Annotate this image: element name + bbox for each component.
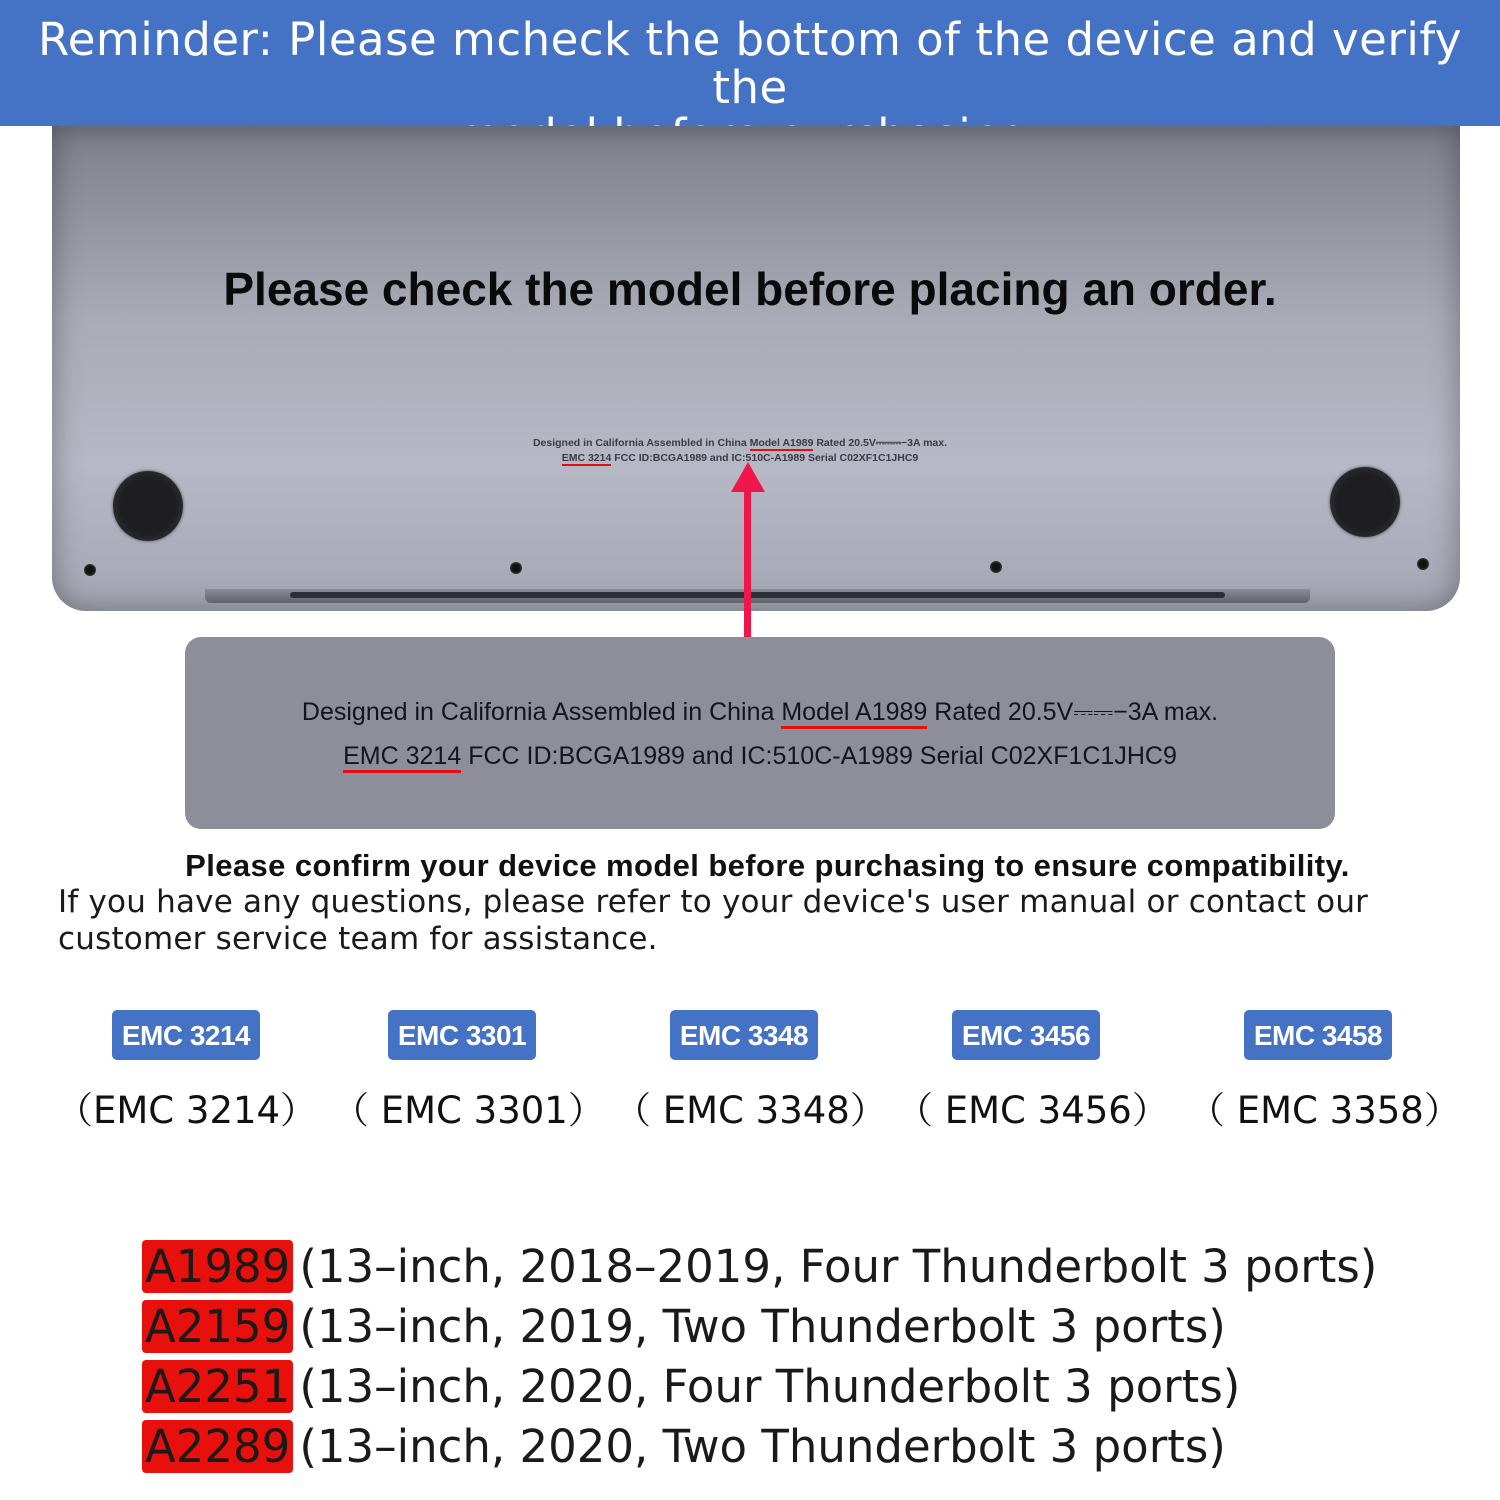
emc-item (614, 1010, 887, 1134)
assistance-note: If you have any questions, please refer to your device's user manual or contact our customer service team for assistance. (58, 884, 1369, 957)
model-row (142, 1300, 1226, 1353)
engraved-model: Model A1989 (749, 437, 814, 449)
model-row (142, 1420, 1226, 1473)
model-code: A2159 (142, 1300, 293, 1353)
emc-item (1188, 1010, 1461, 1134)
laptop-vent-slot (290, 592, 1225, 598)
screw-4 (1417, 558, 1429, 570)
emc-badge: EMC 3348 (670, 1010, 818, 1060)
emc-item (56, 1010, 316, 1134)
emc-item (896, 1010, 1169, 1134)
emc-paren-label: （ EMC 3456） (896, 1089, 1169, 1132)
pointer-arrow-shaft (744, 488, 751, 638)
zoomed-label-line-2 (185, 742, 1335, 771)
screw-2 (510, 562, 522, 574)
engraved-fcc: FCC ID:BCGA1989 and IC:510C-A1989 Serial C02XF1C1JHC9 (611, 452, 919, 464)
reminder-banner (0, 0, 1500, 126)
engraved-rating: Rated 20.5V⎓⎓⎓−3A max. (813, 437, 948, 449)
zoom-rating: Rated 20.5V⎓⎓−3A max. (927, 698, 1219, 726)
emc-badge: EMC 3456 (952, 1010, 1100, 1060)
emc-paren-label: （EMC 3214） (56, 1089, 318, 1132)
emc-paren-label: （ EMC 3358） (1188, 1089, 1461, 1132)
engraved-prefix: Designed in California Assembled in China (532, 437, 750, 449)
zoomed-label-box (185, 637, 1335, 829)
order-check-title: Please check the model before placing an order. (223, 263, 1277, 315)
model-description: (13–inch, 2020, Two Thunderbolt 3 ports) (299, 1420, 1226, 1473)
emc-badge: EMC 3301 (388, 1010, 536, 1060)
zoom-fcc: FCC ID:BCGA1989 and IC:510C-A1989 Serial C02XF1C1JHC9 (461, 742, 1177, 770)
engraved-emc: EMC 3214 (561, 452, 612, 464)
confirm-heading: Please confirm your device model before purchasing to ensure compatibility. (185, 848, 1350, 883)
engraved-line-1 (440, 436, 1040, 451)
zoom-model: Model A1989 (781, 698, 927, 729)
model-code: A2251 (142, 1360, 293, 1413)
model-description: (13–inch, 2020, Four Thunderbolt 3 ports) (299, 1360, 1241, 1413)
model-code: A2289 (142, 1420, 293, 1473)
screw-3 (990, 561, 1002, 573)
model-description: (13–inch, 2019, Two Thunderbolt 3 ports) (299, 1300, 1226, 1353)
emc-badge: EMC 3458 (1244, 1010, 1392, 1060)
emc-item (332, 1010, 605, 1134)
rubber-foot-right (1330, 467, 1400, 537)
emc-paren-label: （ EMC 3348） (614, 1089, 887, 1132)
model-code: A1989 (142, 1240, 293, 1293)
model-row (142, 1360, 1240, 1413)
emc-badge: EMC 3214 (112, 1010, 260, 1060)
model-description: (13–inch, 2018–2019, Four Thunderbolt 3 ports) (299, 1240, 1378, 1293)
emc-paren-label: （ EMC 3301） (332, 1089, 605, 1132)
rubber-foot-left (113, 471, 183, 541)
zoom-emc: EMC 3214 (343, 742, 461, 773)
model-row (142, 1240, 1377, 1293)
banner-line-1: Reminder: Please mcheck the bottom of the device and verify the (37, 13, 1463, 114)
screw-1 (84, 564, 96, 576)
laptop-bottom-image (52, 126, 1460, 611)
zoomed-label-line-1 (185, 698, 1335, 727)
zoom-prefix: Designed in California Assembled in China (301, 698, 782, 726)
